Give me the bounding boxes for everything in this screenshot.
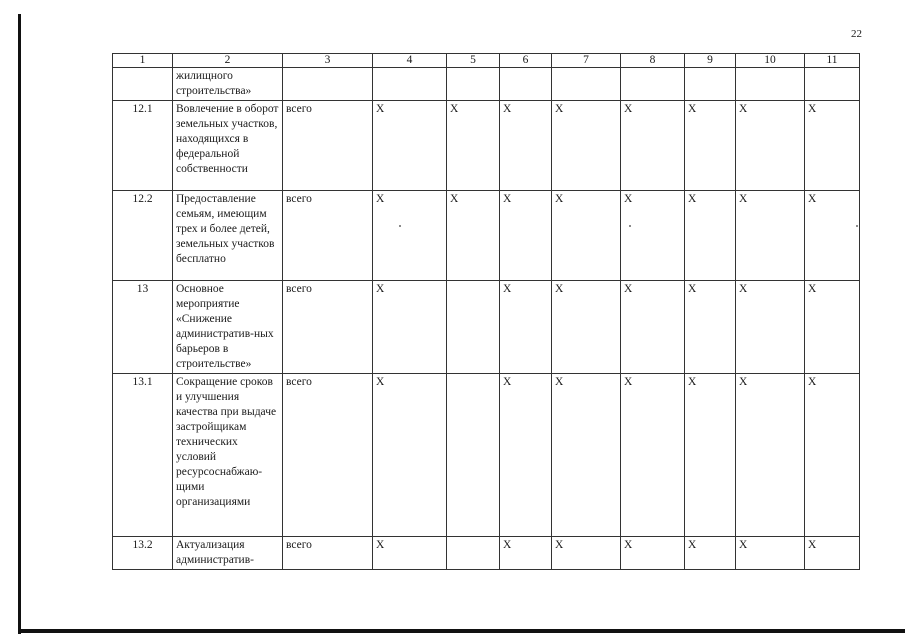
table-cell [373, 68, 447, 101]
table-cell: X [552, 101, 621, 191]
column-header: 6 [500, 54, 552, 68]
funding-scope: всего [283, 191, 373, 281]
table-cell: X [500, 537, 552, 570]
table-row [113, 101, 860, 191]
table-cell: X [736, 374, 805, 537]
row-number: 12.1 [113, 101, 173, 191]
table-cell [552, 68, 621, 101]
table-cell: X [552, 281, 621, 374]
table-cell: X [805, 374, 860, 537]
scan-left-edge [18, 14, 21, 634]
table-cell [685, 68, 736, 101]
table-cell [736, 68, 805, 101]
column-header: 4 [373, 54, 447, 68]
table-cell: X [685, 281, 736, 374]
table-cell: X [373, 537, 447, 570]
scan-speck [629, 225, 631, 227]
table-cell: X [500, 374, 552, 537]
table-cell: X [373, 374, 447, 537]
table-cell: X [447, 101, 500, 191]
activity-name: жилищного строительства» [173, 68, 283, 101]
table-cell [447, 374, 500, 537]
table-cell: X [805, 191, 860, 281]
column-header: 11 [805, 54, 860, 68]
row-number: 13 [113, 281, 173, 374]
table-cell [447, 68, 500, 101]
row-number: 12.2 [113, 191, 173, 281]
table-row [113, 191, 860, 281]
row-number: 13.2 [113, 537, 173, 570]
table-cell: X [552, 191, 621, 281]
table-cell [621, 68, 685, 101]
table-cell: X [685, 374, 736, 537]
column-header: 7 [552, 54, 621, 68]
table-cell: X [621, 374, 685, 537]
table-cell [447, 281, 500, 374]
table-cell: X [373, 101, 447, 191]
table-cell: X [736, 281, 805, 374]
activity-name: Сокращение сроков и улучшения качества при выдаче застройщикам технических условий ресурсоснабжаю-щими организациями [173, 374, 283, 537]
table-cell: X [685, 191, 736, 281]
table-cell: X [500, 191, 552, 281]
column-header: 2 [173, 54, 283, 68]
table-cell: X [621, 537, 685, 570]
table-cell: X [736, 101, 805, 191]
funding-scope: всего [283, 374, 373, 537]
table-cell: X [373, 191, 447, 281]
table-cell [447, 537, 500, 570]
table-cell: X [621, 281, 685, 374]
table-row [113, 537, 860, 570]
table-cell: X [447, 191, 500, 281]
column-header: 8 [621, 54, 685, 68]
table-cell: X [685, 537, 736, 570]
column-header: 5 [447, 54, 500, 68]
activity-name: Вовлечение в оборот земельных участков, находящихся в федеральной собственности [173, 101, 283, 191]
table-cell: X [621, 191, 685, 281]
table-cell: X [805, 101, 860, 191]
activity-name: Основное мероприятие «Снижение административ-ных барьеров в строительстве» [173, 281, 283, 374]
table-row [113, 281, 860, 374]
scan-bottom-edge [18, 629, 905, 633]
table-row [113, 68, 860, 101]
activity-name: Предоставление семьям, имеющим трех и более детей, земельных участков бесплатно [173, 191, 283, 281]
row-number [113, 68, 173, 101]
funding-scope: всего [283, 281, 373, 374]
table-cell [500, 68, 552, 101]
table-cell: X [373, 281, 447, 374]
column-header: 9 [685, 54, 736, 68]
table-cell: X [552, 537, 621, 570]
table-cell: X [500, 281, 552, 374]
activity-name: Актуализация административ- [173, 537, 283, 570]
table-cell: X [621, 101, 685, 191]
row-number: 13.1 [113, 374, 173, 537]
funding-scope: всего [283, 101, 373, 191]
column-number-row [113, 54, 860, 68]
column-header: 3 [283, 54, 373, 68]
table-cell: X [805, 281, 860, 374]
table-cell: X [736, 537, 805, 570]
page-number: 22 [851, 28, 862, 40]
table-cell: X [500, 101, 552, 191]
scan-speck [399, 225, 401, 227]
table-cell: X [805, 537, 860, 570]
funding-scope: всего [283, 537, 373, 570]
scan-speck [856, 225, 858, 227]
column-header: 10 [736, 54, 805, 68]
table-cell [805, 68, 860, 101]
program-table [112, 53, 860, 570]
table-cell: X [736, 191, 805, 281]
table-cell: X [552, 374, 621, 537]
funding-scope [283, 68, 373, 101]
column-header: 1 [113, 54, 173, 68]
table-cell: X [685, 101, 736, 191]
table-row [113, 374, 860, 537]
